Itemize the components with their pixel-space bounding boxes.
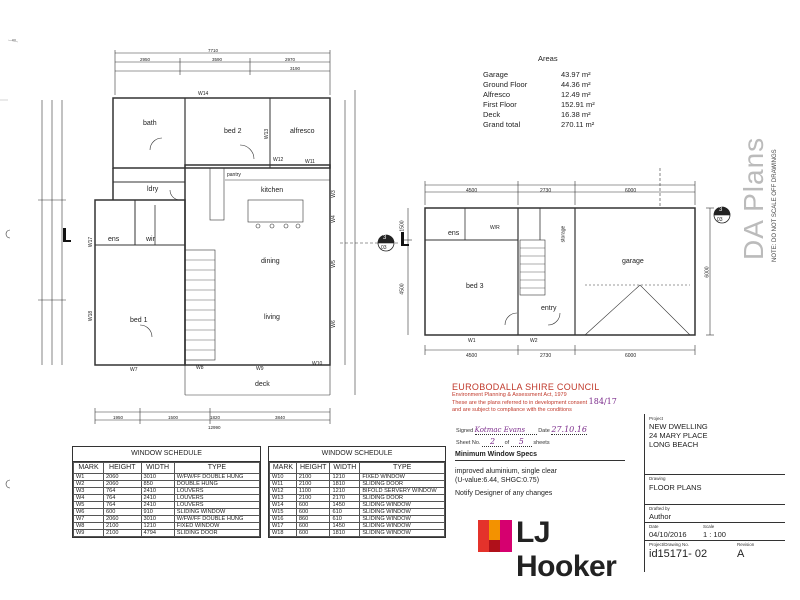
schedule-type: SLIDING WINDOW — [360, 502, 445, 509]
window-schedule-right — [268, 446, 446, 538]
schedule-width: 1810 — [330, 481, 360, 488]
schedule-width: 2410 — [141, 502, 174, 509]
schedule-mark: W1 — [74, 474, 104, 481]
schedule-width: 4794 — [141, 530, 174, 537]
schedule-type: SLIDING DOOR — [174, 530, 259, 537]
council-stamp — [452, 382, 642, 414]
da-plans-note: NOTE: DO NOT SCALE OFF DRAWINGS — [772, 149, 778, 262]
schedule-row — [270, 474, 445, 481]
room-label-garage: garage — [622, 258, 644, 265]
schedule-type: LOUVERS — [174, 488, 259, 495]
schedule-type: SLIDING WINDOW — [174, 509, 259, 516]
da-plans-title: DA Plans — [738, 136, 769, 260]
schedule-type: SLIDING WINDOW — [360, 516, 445, 523]
schedule-height: 600 — [104, 509, 141, 516]
dimension-label: 3590 — [212, 57, 223, 62]
drafted-by: Author — [649, 512, 672, 521]
window-tag: W6 — [330, 320, 337, 328]
lj-hooker-logo — [478, 516, 628, 583]
dimension-label: 6000 — [625, 188, 637, 194]
window-tag: W17 — [88, 236, 95, 248]
dimension-label: 1500 — [168, 415, 179, 420]
schedule-height: 764 — [104, 502, 141, 509]
schedule-mark: W2 — [74, 481, 104, 488]
room-label-bed2: bed 2 — [224, 128, 242, 135]
title-block: Project NEW DWELLING 24 MARY PLACE LONG BEACH Drawing FLOOR PLANS Drafted by Author Date 04/10/2016 Scale 1 : 100 Project/Drawing No. id15171- 02 Revision A — [644, 414, 785, 572]
drawing-name: FLOOR PLANS — [649, 483, 702, 492]
dimension-label: 6000 — [704, 266, 711, 278]
room-label-kitchen: kitchen — [261, 187, 284, 194]
schedule-type: FIXED WINDOW — [174, 523, 259, 530]
schedule-width: 1210 — [330, 488, 360, 495]
room-label-alfresco: alfresco — [290, 128, 315, 135]
schedule-height: 1100 — [296, 488, 330, 495]
schedule-type: BIFOLD SERVERY WINDOW — [360, 488, 445, 495]
schedule-width: 2410 — [141, 495, 174, 502]
dimension-label: 1820 — [210, 415, 221, 420]
schedule-row — [270, 488, 445, 495]
schedule-mark: W15 — [270, 509, 297, 516]
schedule-row — [270, 495, 445, 502]
schedule-height: 600 — [296, 502, 330, 509]
schedule-height: 600 — [296, 523, 330, 530]
dimension-label: 4500 — [399, 283, 406, 295]
schedule-height: 2100 — [104, 530, 141, 537]
room-label-bed1: bed 1 — [130, 317, 148, 324]
dimension-label: 2730 — [540, 188, 552, 194]
window-tag: W11 — [305, 159, 315, 165]
drawing-date: 04/10/2016 — [649, 530, 687, 539]
window-tag: W14 — [198, 91, 209, 97]
drawing-scale: 1 : 100 — [703, 530, 726, 539]
schedule-height: 2060 — [104, 481, 141, 488]
schedule-mark: W17 — [270, 523, 297, 530]
schedule-type: SLIDING DOOR — [360, 495, 445, 502]
schedule-mark: W16 — [270, 516, 297, 523]
schedule-mark: W9 — [74, 530, 104, 537]
schedule-mark: W3 — [74, 488, 104, 495]
schedule-height: 764 — [104, 488, 141, 495]
schedule-type: W/FW/FF DOUBLE HUNG — [174, 474, 259, 481]
project-number: id15171- 02 — [649, 548, 708, 560]
window-tag: W4 — [330, 215, 337, 223]
window-tag: W10 — [312, 361, 323, 367]
schedule-mark: W7 — [74, 516, 104, 523]
window-tag: W3 — [330, 190, 337, 198]
dimension-label: 7710 — [208, 48, 219, 53]
schedule-width: 850 — [141, 481, 174, 488]
schedule-type: FIXED WINDOW — [360, 474, 445, 481]
schedule-mark: W11 — [270, 481, 297, 488]
dimension-label: 3190 — [290, 66, 301, 71]
schedule-height: 2100 — [296, 474, 330, 481]
areas-row: Deck 16.38 m² — [483, 110, 591, 119]
section-marker-number: 3 — [383, 235, 387, 241]
schedule-width: 1450 — [330, 523, 360, 530]
room-label-ens: ens — [108, 236, 120, 243]
schedule-header-row: MARK HEIGHT WIDTH TYPE — [270, 463, 445, 474]
schedule-height: 2060 — [104, 516, 141, 523]
council-name: EUROBODALLA SHIRE COUNCIL — [452, 382, 600, 392]
schedule-width: 910 — [141, 509, 174, 516]
section-marker-sheet: 03 — [717, 217, 723, 223]
schedule-width: 2170 — [330, 495, 360, 502]
schedule-mark: W14 — [270, 502, 297, 509]
window-tag: W2 — [530, 338, 538, 344]
schedule-mark: W12 — [270, 488, 297, 495]
room-label-deck: deck — [255, 381, 270, 388]
window-schedule-title: WINDOW SCHEDULE — [73, 447, 260, 462]
schedule-row — [270, 481, 445, 488]
dimension-label: 12990 — [208, 425, 221, 430]
schedule-width: 1450 — [330, 502, 360, 509]
room-label-dining: dining — [261, 258, 280, 265]
dimension-label: 2730 — [540, 353, 552, 359]
window-tag: W13 — [264, 128, 271, 140]
room-label-wir: wir — [146, 236, 155, 243]
schedule-mark: W8 — [74, 523, 104, 530]
schedule-row — [74, 516, 260, 523]
window-schedule-left — [72, 446, 261, 538]
schedule-mark: W6 — [74, 509, 104, 516]
logo-mark-icon — [478, 520, 512, 552]
room-label-ldry: ldry — [147, 186, 159, 193]
logo-text: LJ Hooker — [516, 516, 617, 583]
schedule-mark: W13 — [270, 495, 297, 502]
schedule-type: SLIDING WINDOW — [360, 509, 445, 516]
window-tag: W1 — [468, 338, 476, 344]
schedule-row — [74, 509, 260, 516]
section-marker-sheet: 03 — [381, 245, 387, 251]
dimension-label: 1500 — [399, 220, 406, 232]
room-label-pantry: pantry — [227, 172, 241, 178]
schedule-type: LOUVERS — [174, 502, 259, 509]
council-text: These are the plans referred to in development consent 184/17 and are subject to compliance with the conditions — [452, 397, 617, 413]
window-tag: W7 — [130, 367, 138, 373]
areas-table — [483, 54, 633, 134]
schedule-width: 3010 — [141, 516, 174, 523]
schedule-mark: W10 — [270, 474, 297, 481]
schedule-row — [74, 530, 260, 537]
window-tag: W18 — [88, 310, 95, 322]
project-name: NEW DWELLING 24 MARY PLACE LONG BEACH — [649, 422, 708, 449]
dimension-label: 1950 — [113, 415, 124, 420]
schedule-row — [74, 495, 260, 502]
signature: Kotmac Evans — [475, 426, 537, 435]
schedule-row — [74, 523, 260, 530]
window-schedule-title: WINDOW SCHEDULE — [269, 447, 445, 462]
schedule-row — [74, 502, 260, 509]
areas-row: Alfresco 12.49 m² — [483, 90, 591, 99]
council-sheet-row: Sheet No. 2 of 5 sheets — [456, 437, 550, 446]
schedule-header-row: MARK HEIGHT WIDTH TYPE — [74, 463, 260, 474]
dimension-label: 4500 — [466, 353, 478, 359]
council-signature-row: Signed Kotmac Evans Date 27.10.16 — [456, 425, 587, 434]
schedule-height: 860 — [296, 516, 330, 523]
schedule-row — [74, 488, 260, 495]
dimension-label: 3840 — [275, 415, 286, 420]
schedule-width: 3010 — [141, 474, 174, 481]
areas-row: First Floor 152.91 m² — [483, 100, 595, 109]
schedule-row — [74, 481, 260, 488]
schedule-mark: W4 — [74, 495, 104, 502]
schedule-type: W/FW/FF DOUBLE HUNG — [174, 516, 259, 523]
schedule-row — [270, 516, 445, 523]
revision: A — [737, 548, 745, 560]
schedule-height: 2100 — [296, 481, 330, 488]
schedule-width: 610 — [330, 509, 360, 516]
areas-row: Garage 43.97 m² — [483, 70, 591, 79]
room-label-bed3: bed 3 — [466, 283, 484, 290]
dimension-label: 6000 — [625, 353, 637, 359]
window-tag: W9 — [256, 366, 264, 372]
schedule-type: DOUBLE HUNG — [174, 481, 259, 488]
schedule-type: LOUVERS — [174, 495, 259, 502]
dimension-label: 2970 — [285, 57, 296, 62]
schedule-type: SLIDING DOOR — [360, 481, 445, 488]
council-act: Environment Planning & Assessment Act, 1979 — [452, 392, 567, 398]
window-tag: W12 — [273, 157, 284, 163]
schedule-width: 610 — [330, 516, 360, 523]
room-label-bath: bath — [143, 120, 157, 127]
room-label-storage: storage — [560, 225, 567, 243]
areas-row: Ground Floor 44.36 m² — [483, 80, 591, 89]
schedule-row — [270, 502, 445, 509]
schedule-width: 1210 — [141, 523, 174, 530]
schedule-row — [74, 474, 260, 481]
room-label-entry: entry — [541, 305, 557, 312]
schedule-mark: W5 — [74, 502, 104, 509]
schedule-height: 600 — [296, 509, 330, 516]
schedule-width: 2410 — [141, 488, 174, 495]
areas-title: Areas — [538, 54, 558, 63]
room-label-wir: W/R — [490, 225, 500, 231]
schedule-row — [270, 523, 445, 530]
schedule-height: 764 — [104, 495, 141, 502]
room-label-living: living — [264, 314, 280, 321]
dimension-label: 4500 — [466, 188, 478, 194]
schedule-height: 2100 — [296, 495, 330, 502]
window-specs-title: Minimum Window Specs — [455, 450, 625, 461]
schedule-row — [270, 530, 445, 537]
room-label-ens: ens — [448, 230, 460, 237]
schedule-width: 1210 — [330, 474, 360, 481]
section-marker-number: 3 — [719, 207, 723, 213]
schedule-height: 600 — [296, 530, 330, 537]
schedule-type: SLIDING WINDOW — [360, 523, 445, 530]
schedule-type: SLIDING WINDOW — [360, 530, 445, 537]
areas-row: Grand total 270.11 m² — [483, 120, 595, 129]
window-specs: Minimum Window Specs improved aluminium, single clear (U-value:6.44, SHGC:0.75) Notify Designer of any changes — [455, 450, 625, 498]
schedule-row — [270, 509, 445, 516]
schedule-height: 2060 — [104, 474, 141, 481]
schedule-mark: W18 — [270, 530, 297, 537]
dimension-label: 2950 — [140, 57, 151, 62]
schedule-width: 1810 — [330, 530, 360, 537]
schedule-height: 2100 — [104, 523, 141, 530]
window-tag: W5 — [330, 260, 337, 268]
window-tag: W8 — [196, 365, 204, 371]
